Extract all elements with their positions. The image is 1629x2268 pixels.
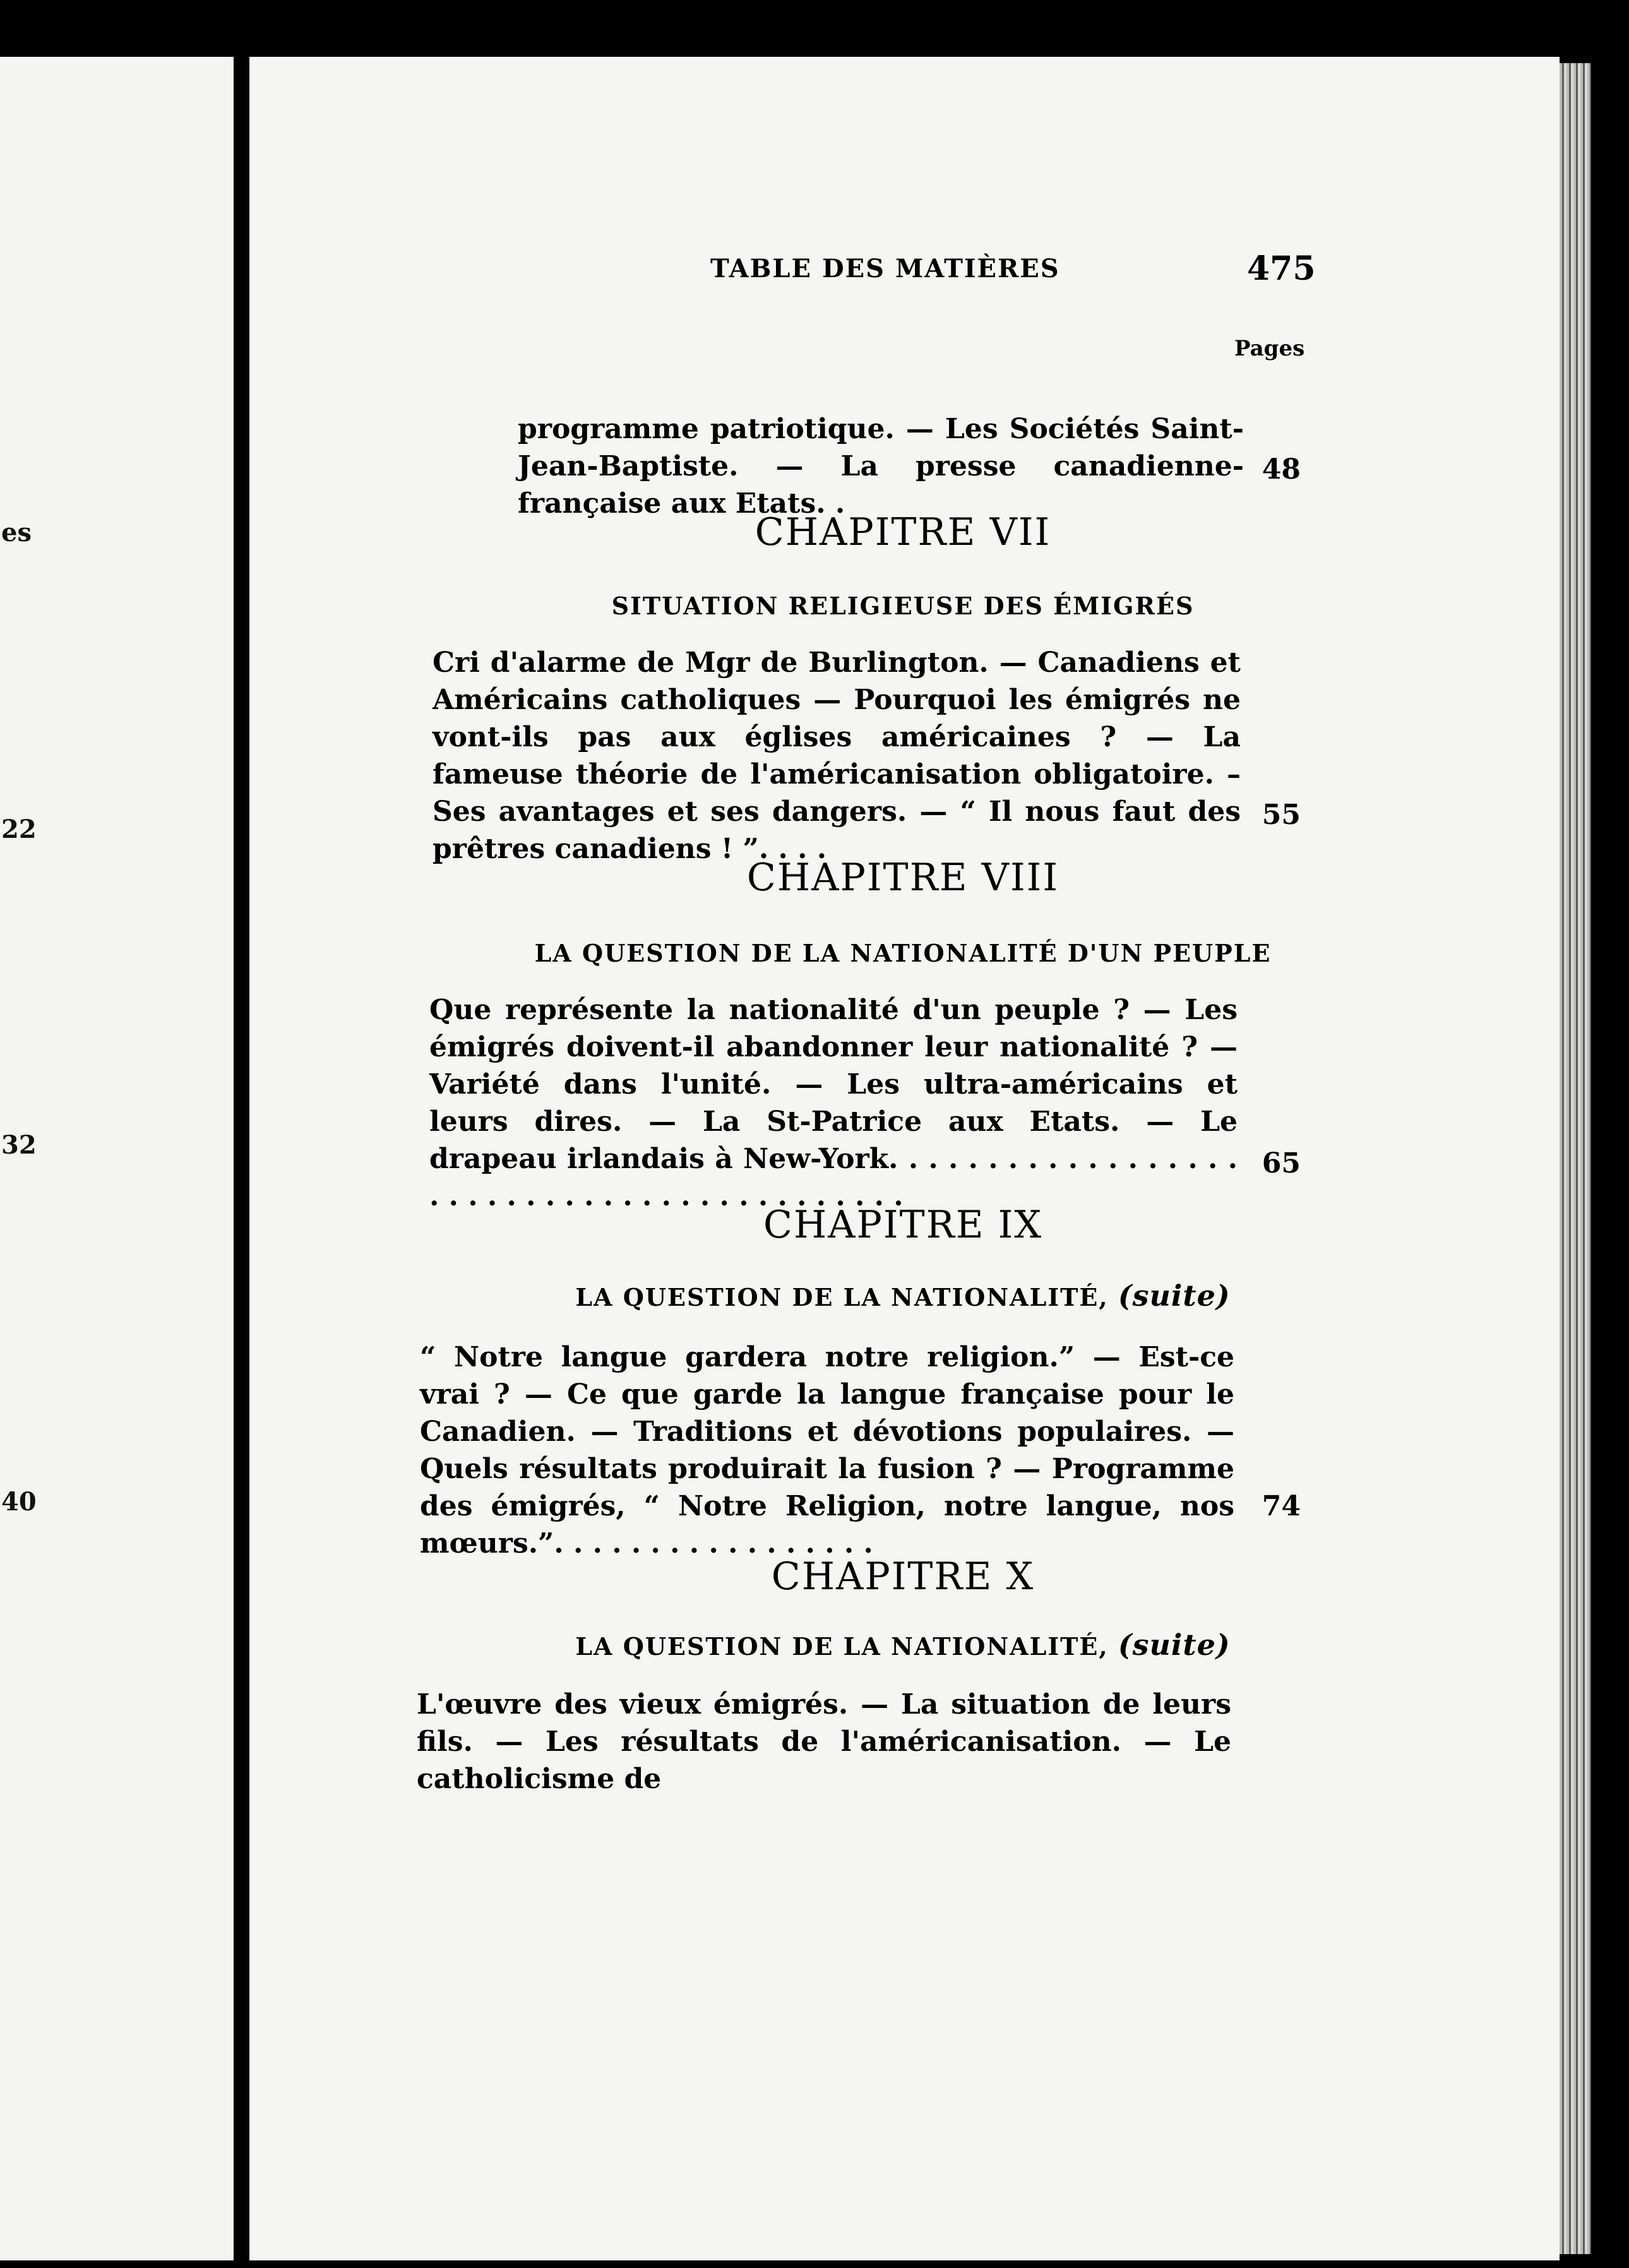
toc-entry-text: programme patriotique. — Les Sociétés Saint-Jean-Baptiste. — La presse canadienne-française aux Etats. .: [518, 413, 1244, 520]
toc-entry-page: 74: [1262, 1490, 1301, 1522]
toc-entry-text: Cri d'alarme de Mgr de Burlington. — Canadiens et Américains catholiques — Pourquoi les émigrés ne vont-ils pas aux églises américaines ? — La fameuse théorie de l'américanisation obligatoire. – Ses avantages et ses dangers. — “ Il nous faut des prêtres canadiens ! ”. . . .: [433, 647, 1241, 865]
chapter-heading: CHAPITRE VIII: [746, 856, 1059, 900]
facing-page-fragment: 32: [1, 1130, 37, 1160]
chapter-subtitle-text: LA QUESTION DE LA NATIONALITÉ,: [575, 1283, 1109, 1311]
toc-entry-page: 65: [1262, 1147, 1301, 1179]
chapter-heading: CHAPITRE VII: [755, 510, 1051, 554]
running-head: TABLE DES MATIÈRES: [710, 254, 1060, 284]
toc-entry-text: L'œuvre des vieux émigrés. — La situation de leurs fils. — Les résultats de l'américanisation. — Le catholicisme de: [417, 1688, 1231, 1795]
chapter-subtitle-text: SITUATION RELIGIEUSE DES ÉMIGRÉS: [611, 592, 1195, 620]
chapter-subtitle-suite: (suite): [1118, 1628, 1231, 1662]
chapter-heading: CHAPITRE IX: [763, 1203, 1043, 1247]
chapter-subtitle: [442, 587, 1364, 621]
page-number: 475: [1247, 249, 1316, 288]
toc-entry-page: 55: [1262, 799, 1301, 831]
toc-entry: [433, 644, 1241, 868]
facing-page-fragment: 40: [1, 1487, 37, 1517]
chapter-subtitle-text: LA QUESTION DE LA NATIONALITÉ D'UN PEUPLE: [534, 939, 1272, 967]
toc-entry: [518, 410, 1244, 522]
chapter-heading: CHAPITRE X: [771, 1555, 1035, 1599]
toc-entry-text: Que représente la nationalité d'un peuple ? — Les émigrés doivent-il abandonner leur nationalité ? — Variété dans l'unité. — Les ultra-américains et leurs dires. — La St-Patrice aux Etats. — Le drapeau irlandais à New-York. . . . . . . . . . . . . . . . . . . . . . . . . . . . . . . . . . . . . . . . . . .: [429, 994, 1238, 1212]
toc-entry-page: 48: [1262, 453, 1301, 486]
facing-page-edge: [0, 57, 234, 2260]
toc-entry-text: “ Notre langue gardera notre religion.” — Est-ce vrai ? — Ce que garde la langue française pour le Canadien. — Traditions et dévotions populaires. — Quels résultats produirait la fusion ? — Programme des émigrés, “ Notre Religion, notre langue, nos mœurs.”. . . . . . . . . . . . . . . . .: [420, 1341, 1234, 1560]
toc-entry: [429, 991, 1238, 1215]
chapter-subtitle: [442, 1628, 1364, 1662]
page-stack-edges: [1560, 63, 1591, 2254]
toc-entry: [420, 1339, 1234, 1562]
facing-page-fragment: 22: [1, 815, 37, 844]
chapter-subtitle: [442, 1279, 1364, 1313]
chapter-subtitle-text: LA QUESTION DE LA NATIONALITÉ,: [575, 1632, 1109, 1661]
chapter-subtitle-suite: (suite): [1118, 1279, 1231, 1313]
chapter-subtitle: [442, 934, 1364, 969]
pages-column-label: Pages: [1234, 336, 1305, 361]
toc-entry: [417, 1686, 1231, 1798]
facing-page-fragment: es: [1, 518, 32, 547]
